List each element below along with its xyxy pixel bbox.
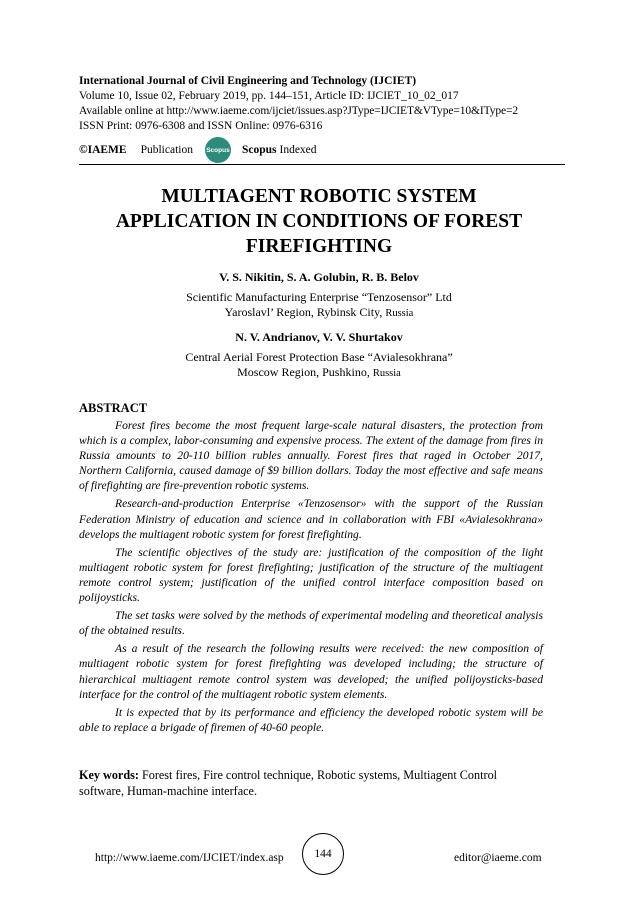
abstract-heading: ABSTRACT [79,401,148,415]
iaeme-label: ©IAEME [79,144,127,156]
abstract-paragraph: The set tasks were solved by the methods of experimental modeling and theoretical analysis of the obtained results. [79,609,543,638]
available-online-line: Available online at http://www.iaeme.com/ijciet/issues.asp?JType=IJCIET&VType=10&IType=2 [79,105,519,117]
affiliation: Central Aerial Forest Protection Base “Avialesokhrana” [185,350,453,364]
scopus-label: Scopus [241,144,277,156]
author-group-1 [60,270,578,321]
title-line: APPLICATION IN CONDITIONS OF FOREST [115,211,523,232]
author-group-2 [60,330,578,381]
footer-url[interactable]: http://www.iaeme.com/IJCIET/index.asp [95,852,284,864]
abstract-paragraph: Research-and-production Enterprise «Tenzosensor» with the support of the Russian Federation Ministry of education and science and in collaboration with FBI «Avialesokhrana» develops the multiagent robotic system for forest firefighting. [79,497,543,541]
abstract-body [79,418,543,738]
issn-line: ISSN Print: 0976-6308 and ISSN Online: 0976-6316 [79,120,323,132]
journal-title: International Journal of Civil Engineering and Technology (IJCIET) [79,75,417,87]
title-line: FIREFIGHTING [245,236,393,257]
abstract-paragraph: It is expected that by its performance and efficiency the developed robotic system will be able to replace a brigade of firemen of 40-60 people. [79,705,543,734]
keywords-text: Forest fires, Fire control technique, Robotic systems, Multiagent Control software, Human-machine interface. [79,768,498,798]
affiliation: Scientific Manufacturing Enterprise “Tenzosensor” Ltd [186,290,452,304]
header-divider [79,164,565,165]
page-number: 144 [302,833,344,875]
paper-title [60,184,578,259]
indexed-label: Indexed [279,144,317,156]
publication-label: Publication [140,144,193,156]
author-names: V. S. Nikitin, S. A. Golubin, R. B. Belov [219,270,419,284]
abstract-paragraph: As a result of the research the following results were received: the new composition of multiagent robotic system for forest firefighting was developed including; the structure of hierarchical multiagent remote control system was developed; the unified polijoysticks-based interface for the control of the multiagent robotic system elements. [79,642,543,701]
scopus-logo-icon: Scopus [205,137,231,163]
title-line: MULTIAGENT ROBOTIC SYSTEM [161,186,477,207]
affiliation-location: Yaroslavl’ Region, Rybinsk City, Russia [224,305,414,319]
volume-line: Volume 10, Issue 02, February 2019, pp. 144–151, Article ID: IJCIET_10_02_017 [79,90,459,102]
affiliation-location: Moscow Region, Pushkino, Russia [237,365,401,379]
author-names: N. V. Andrianov, V. V. Shurtakov [235,330,403,344]
publisher-row [79,138,317,162]
keywords-label: Key words: [79,768,139,782]
country: Russia [372,368,401,379]
abstract-paragraph: Forest fires become the most frequent large-scale natural disasters, the protection from which is a complex, labor-consuming and expensive process. The extent of the damage from fires in Russia amounts to 20-110 billion rubles annually. Forest fires that raged in October 2017, Northern California, caused damage of $9 billion dollars. Today the most effective and safe means of firefighting are fire-prevention robotic systems. [79,419,543,493]
keywords [79,767,543,799]
country: Russia [385,308,414,319]
footer-email[interactable]: editor@iaeme.com [454,852,542,864]
abstract-paragraph: The scientific objectives of the study are: justification of the composition of the light multiagent robotic system for forest firefighting; justification of the structure of the multiagent remote control system; justification of the unified control interface composition based on polijoysticks. [79,545,543,605]
